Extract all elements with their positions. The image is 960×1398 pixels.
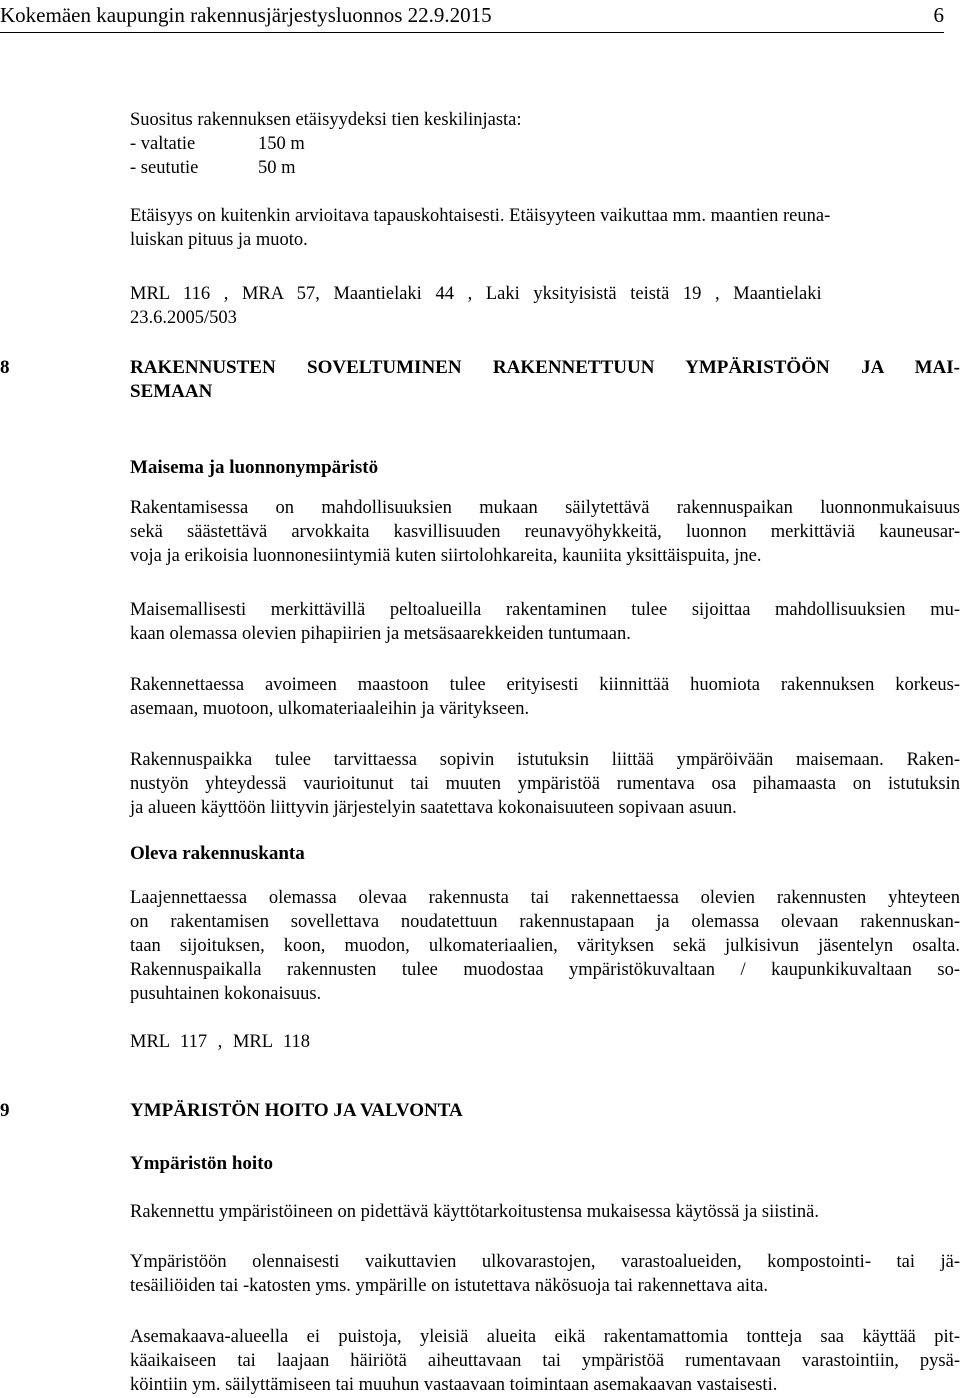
- text-line: asemaan, muotoon, ulkomateriaaleihin ja väritykseen.: [130, 699, 530, 719]
- text-line: ja alueen käyttöön liittyvin järjestelyin saatettava kokonaisuuteen sopivaan asuun.: [130, 798, 737, 818]
- text-line: 23.6.2005/503: [130, 308, 237, 328]
- text-line: tesäiliöiden tai -katosten yms. ympärille on istutettava näkösuoja tai rakennettava aita.: [130, 1276, 769, 1296]
- text-line: käaikaiseen tai laajaan häiriötä aiheuttavaan tai ympäristöä rumentavaan varastointiin, pysä-: [130, 1351, 960, 1371]
- road-distance-block: [130, 108, 960, 180]
- legal-references: [130, 282, 960, 330]
- text-line: pusuhtainen kokonaisuus.: [130, 984, 322, 1004]
- page-header: [0, 2, 944, 33]
- subheading-existing-buildings: [130, 842, 960, 866]
- text-line: nustyön yhteydessä vaurioitunut tai muuten ympäristöä rumentava osa pihamaasta on istutuksin: [130, 774, 960, 794]
- section-number: 8: [0, 357, 10, 378]
- distance-value: 150 m: [258, 134, 305, 154]
- text-line: Rakennuspaikalla rakennusten tulee muodostaa ympäristökuvaltaan / kaupunkikuvaltaan so-: [130, 960, 960, 980]
- distance-value: 50 m: [258, 158, 296, 178]
- paragraph: [130, 1325, 960, 1397]
- text-line: kaan olemassa olevien pihapiirien ja metsäsaarekkeiden tuntumaan.: [130, 624, 631, 644]
- text-line: Rakennettaessa avoimeen maastoon tulee erityisesti kiinnittää huomiota rakennuksen korkeus-: [130, 675, 960, 695]
- text-line: Etäisyys on kuitenkin arvioitava tapauskohtaisesti. Etäisyyteen vaikuttaa mm. maantien reuna-: [130, 206, 831, 226]
- text-line: köintiin ym. säilyttämiseen tai muuhun vastaavaan toimintaan asemakaavan vastaisesti.: [130, 1375, 778, 1395]
- distance-item: [130, 132, 960, 156]
- distance-label: - valtatie: [130, 134, 196, 154]
- text-line: Ympäristöön olennaisesti vaikuttavien ulkovarastojen, varastoalueiden, kompostointi- tai jä-: [130, 1252, 960, 1272]
- text-line: on rakentamisen sovellettava noudatettuun rakennustapaan ja olemassa olevaan rakennuskan-: [130, 912, 960, 932]
- text-line: Maisemallisesti merkittävillä peltoalueilla rakentaminen tulee sijoittaa mahdollisuuksien mu-: [130, 600, 960, 620]
- text-line: luiskan pituus ja muoto.: [130, 230, 308, 250]
- subheading: Ympäristön hoito: [130, 1153, 274, 1174]
- paragraph: [130, 886, 960, 1006]
- section-number: 9: [0, 1100, 10, 1121]
- text-line: Rakennuspaikka tulee tarvittaessa sopivin istutuksin liittää ympäröivään maisemaan. Raken-: [130, 750, 960, 770]
- title-line: RAKENNUSTEN SOVELTUMINEN RAKENNETTUUN YMPÄRISTÖÖN JA MAI-: [130, 357, 960, 378]
- text-line: Asemakaava-alueella ei puistoja, yleisiä alueita eikä rakentamattomia tontteja saa käyttää pit-: [130, 1327, 960, 1347]
- distance-note: [130, 204, 960, 252]
- paragraph: [130, 1250, 960, 1298]
- subheading: Oleva rakennuskanta: [130, 843, 305, 864]
- paragraph: [130, 673, 960, 721]
- paragraph: [130, 748, 960, 820]
- subheading: Maisema ja luonnonympäristö: [130, 457, 379, 478]
- recommendation-intro: Suositus rakennuksen etäisyydeksi tien keskilinjasta:: [130, 110, 522, 130]
- text-line: MRL 117 , MRL 118: [130, 1032, 311, 1052]
- section-title: [130, 356, 960, 404]
- distance-item: [130, 156, 960, 180]
- paragraph: [130, 1200, 960, 1224]
- distance-label: - seututie: [130, 158, 199, 178]
- page-number: 6: [933, 3, 944, 27]
- paragraph: [130, 598, 960, 646]
- text-line: taan sijoituksen, koon, muodon, ulkomateriaalien, värityksen sekä julkisivun jäsentelyn osalta.: [130, 936, 960, 956]
- text-line: Rakentamisessa on mahdollisuuksien mukaan säilytettävä rakennuspaikan luonnonmukaisuus: [130, 498, 960, 518]
- text-line: sekä säästettävä arvokkaita kasvillisuuden reunavyöhykkeitä, luonnon merkittäviä kauneusar-: [130, 522, 960, 542]
- paragraph: [130, 496, 960, 568]
- document-title: Kokemäen kaupungin rakennusjärjestysluonnos 22.9.2015: [0, 3, 492, 27]
- subheading-environment-care: [130, 1152, 960, 1176]
- title-line: SEMAAN: [130, 381, 213, 402]
- text-line: MRL 116 , MRA 57, Maantielaki 44 , Laki yksityisistä teistä 19 , Maantielaki: [130, 284, 822, 304]
- subheading-landscape: [130, 456, 960, 480]
- legal-references: [130, 1030, 960, 1054]
- text-line: Laajennettaessa olemassa olevaa rakennusta tai rakennettaessa olevien rakennusten yhteyteen: [130, 888, 960, 908]
- section-title: YMPÄRISTÖN HOITO JA VALVONTA: [130, 1100, 463, 1121]
- text-line: Rakennettu ympäristöineen on pidettävä käyttötarkoitustensa mukaisessa käytössä ja siistinä.: [130, 1202, 819, 1222]
- text-line: voja ja erikoisia luonnonesiintymiä kuten siirtolohkareita, kauniita yksittäispuita, jne.: [130, 546, 762, 566]
